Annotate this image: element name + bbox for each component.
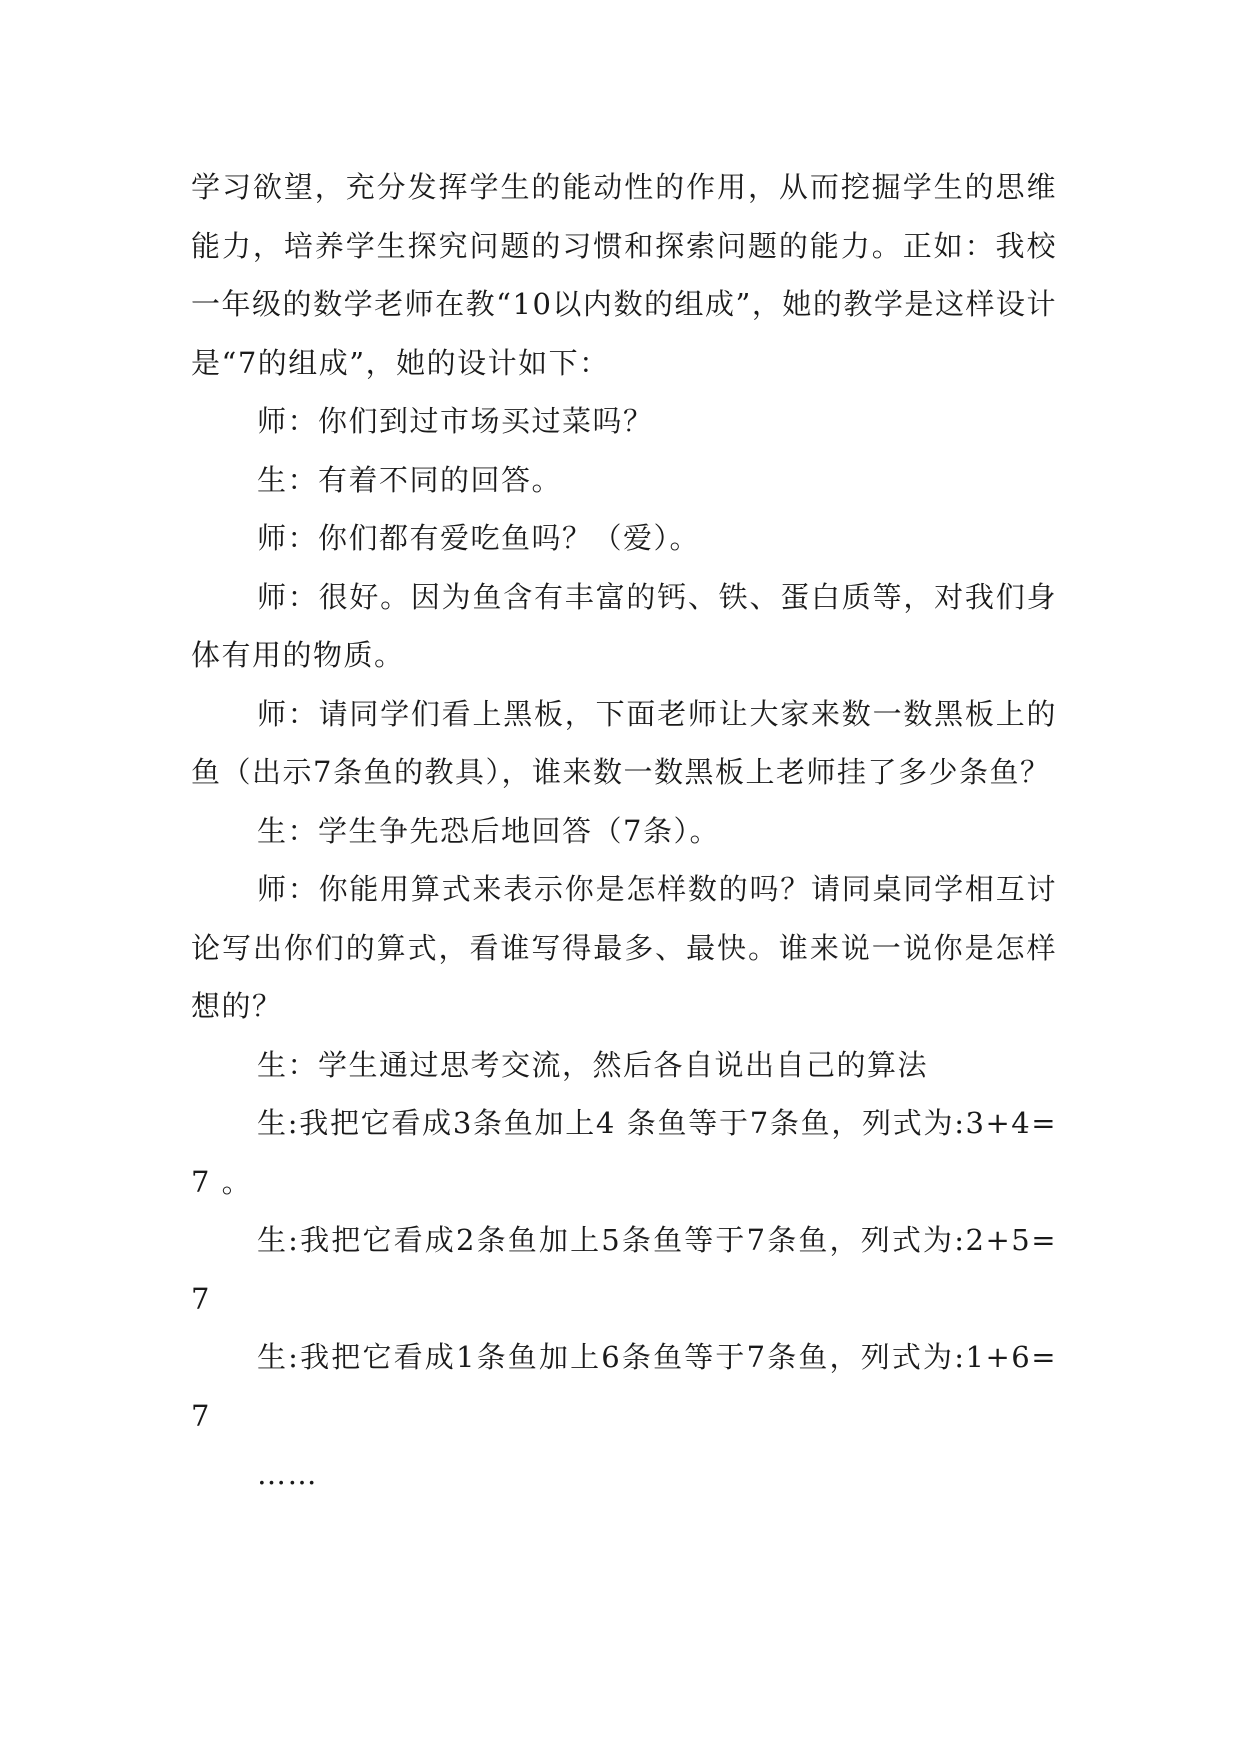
dialogue-text: 我把它看成2条鱼加上5条鱼等于7条鱼，列式为:2+5=7 <box>191 1223 1057 1316</box>
dialogue-line <box>191 1036 1057 1095</box>
dialogue-line <box>191 392 1057 451</box>
speaker-label: 师： <box>257 404 319 438</box>
dialogue-line <box>191 568 1057 685</box>
dialogue-text: 你能用算式来表示你是怎样数的吗？请同桌同学相互讨论写出你们的算式，看谁写得最多、最快。谁来说一说你是怎样想的？ <box>191 872 1057 1023</box>
dialogue-text: 请同学们看上黑板，下面老师让大家来数一数黑板上的鱼（出示7条鱼的教具），谁来数一数黑板上老师挂了多少条鱼？ <box>191 696 1057 789</box>
speaker-label: 师： <box>257 521 319 555</box>
dialogue-line <box>191 509 1057 568</box>
dialogue-line <box>191 802 1057 861</box>
dialogue-line <box>191 451 1057 510</box>
speaker-label: 生： <box>257 813 319 848</box>
speaker-label: 生: <box>257 1106 299 1140</box>
dialogue-text: 学生争先恐后地回答（7条）。 <box>318 813 720 848</box>
dialogue-text: 我把它看成3条鱼加上4 条鱼等于7条鱼，列式为:3+4=7 。 <box>191 1106 1057 1199</box>
dialogue-text: 我把它看成1条鱼加上6条鱼等于7条鱼，列式为:1+6=7 <box>191 1340 1057 1433</box>
dialogue-line <box>191 860 1057 1036</box>
dialogue-line <box>191 1094 1057 1211</box>
dialogue-text: 学生通过思考交流，然后各自说出自己的算法 <box>318 1047 929 1082</box>
dialogue-text: 你们到过市场买过菜吗？ <box>318 404 654 438</box>
paragraph-intro <box>191 158 1057 392</box>
document-body <box>191 158 1057 1504</box>
dialogue-text: 有着不同的回答。 <box>318 462 563 497</box>
dialogue-text: 你们都有爱吃鱼吗？（爱）。 <box>318 521 701 555</box>
speaker-label: 师： <box>257 872 319 906</box>
ellipsis-line <box>191 1445 1057 1504</box>
speaker-label: 师： <box>257 579 319 614</box>
dialogue-line <box>191 1328 1057 1445</box>
dialogue-text: 很好。因为鱼含有丰富的钙、铁、蛋白质等，对我们身体有用的物质。 <box>191 579 1057 672</box>
speaker-label: 生: <box>257 1223 300 1257</box>
speaker-label: 生： <box>257 1047 319 1082</box>
speaker-label: 生： <box>257 462 319 497</box>
ellipsis-text: …… <box>257 1457 318 1491</box>
speaker-label: 师： <box>257 696 319 731</box>
dialogue-line <box>191 685 1057 802</box>
dialogue-line <box>191 1211 1057 1328</box>
speaker-label: 生: <box>257 1340 300 1374</box>
paragraph-text: 学习欲望，充分发挥学生的能动性的作用，从而挖掘学生的思维能力，培养学生探究问题的习惯和探索问题的能力。正如：我校一年级的数学老师在教“10以内数的组成”，她的教学是这样设计是“7的组成”，她的设计如下： <box>191 170 1057 380</box>
